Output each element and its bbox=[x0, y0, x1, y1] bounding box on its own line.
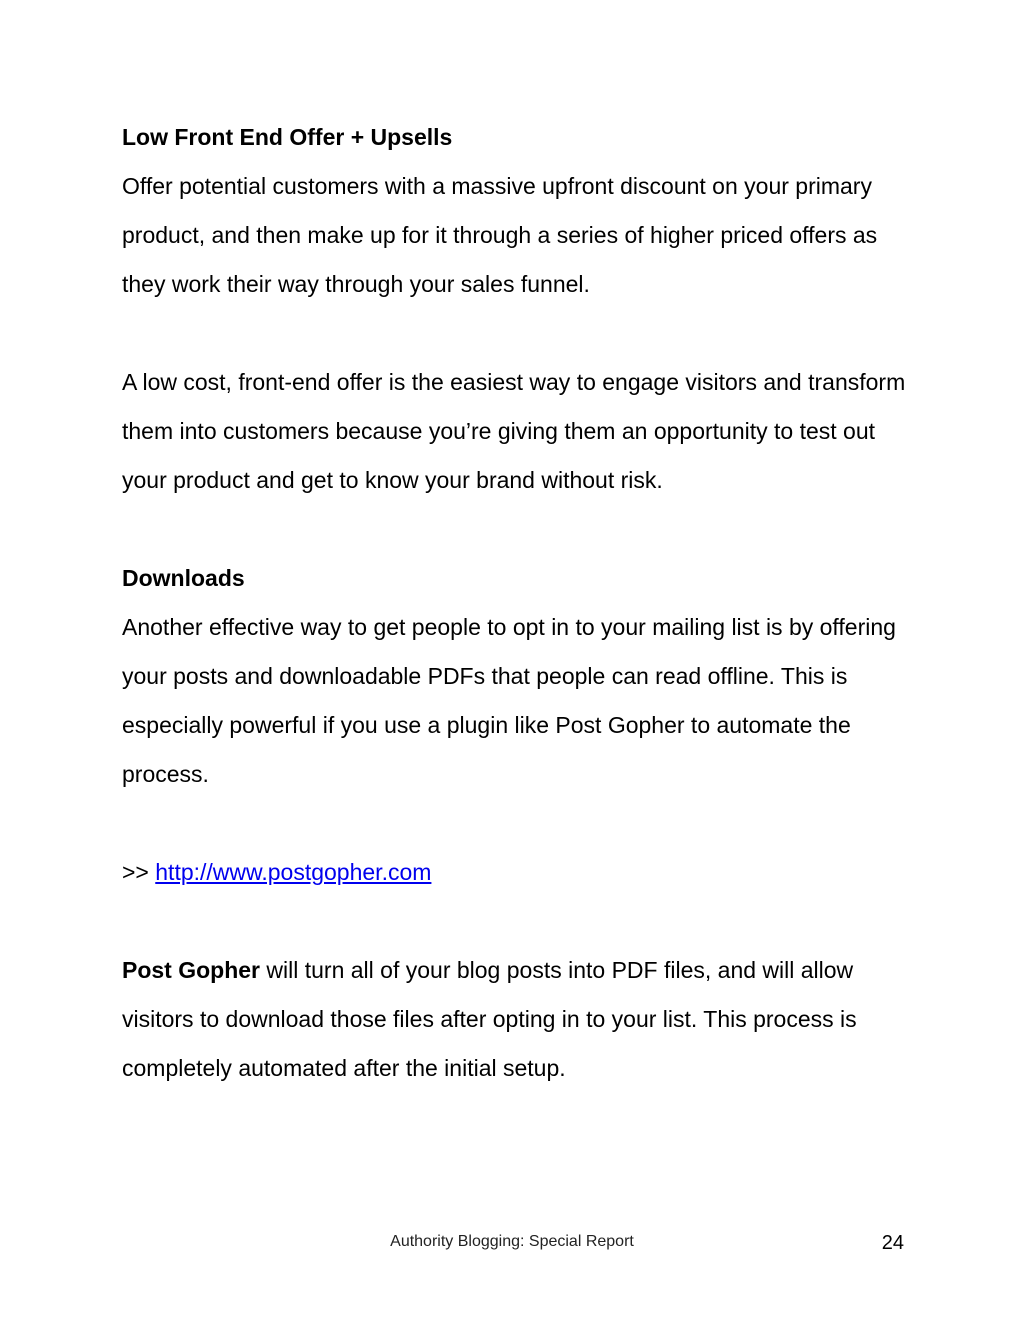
paragraph-opt-in: Another effective way to get people to opt in to your mailing list is by offering your posts and downloadable PDFs that people can read offline. This is especially powerful if you use a plugin like Post Gopher to automate the process. bbox=[122, 614, 896, 787]
paragraph-spacer bbox=[122, 897, 922, 946]
post-gopher-description: will turn all of your blog posts into PDF files, and will allow visitors to download those files after opting in to your list. This process is completely automated after the initial setup. bbox=[122, 957, 857, 1081]
page-number: 24 bbox=[881, 1232, 904, 1254]
page-content bbox=[122, 113, 922, 1093]
section-heading-low-front-end: Low Front End Offer + Upsells bbox=[122, 124, 453, 150]
footer-title: Authority Blogging: Special Report bbox=[390, 1233, 634, 1250]
paragraph-spacer bbox=[122, 799, 922, 848]
paragraph-low-cost-offer: A low cost, front-end offer is the easiest way to engage visitors and transform them into customers because you’re giving them an opportunity to test out your product and get to know your brand without risk. bbox=[122, 369, 906, 493]
link-line bbox=[122, 848, 922, 897]
paragraph-post-gopher bbox=[122, 946, 922, 1093]
paragraph-spacer bbox=[122, 309, 922, 358]
link-prefix: >> bbox=[122, 859, 156, 885]
paragraph-spacer bbox=[122, 505, 922, 554]
post-gopher-bold: Post Gopher bbox=[122, 957, 261, 983]
paragraph-upfront-discount: Offer potential customers with a massive upfront discount on your primary product, and then make up for it through a series of higher priced offers as they work their way through your sales funnel. bbox=[122, 173, 878, 297]
postgopher-link[interactable]: http://www.postgopher.com bbox=[155, 859, 432, 885]
section-heading-downloads: Downloads bbox=[122, 565, 245, 591]
